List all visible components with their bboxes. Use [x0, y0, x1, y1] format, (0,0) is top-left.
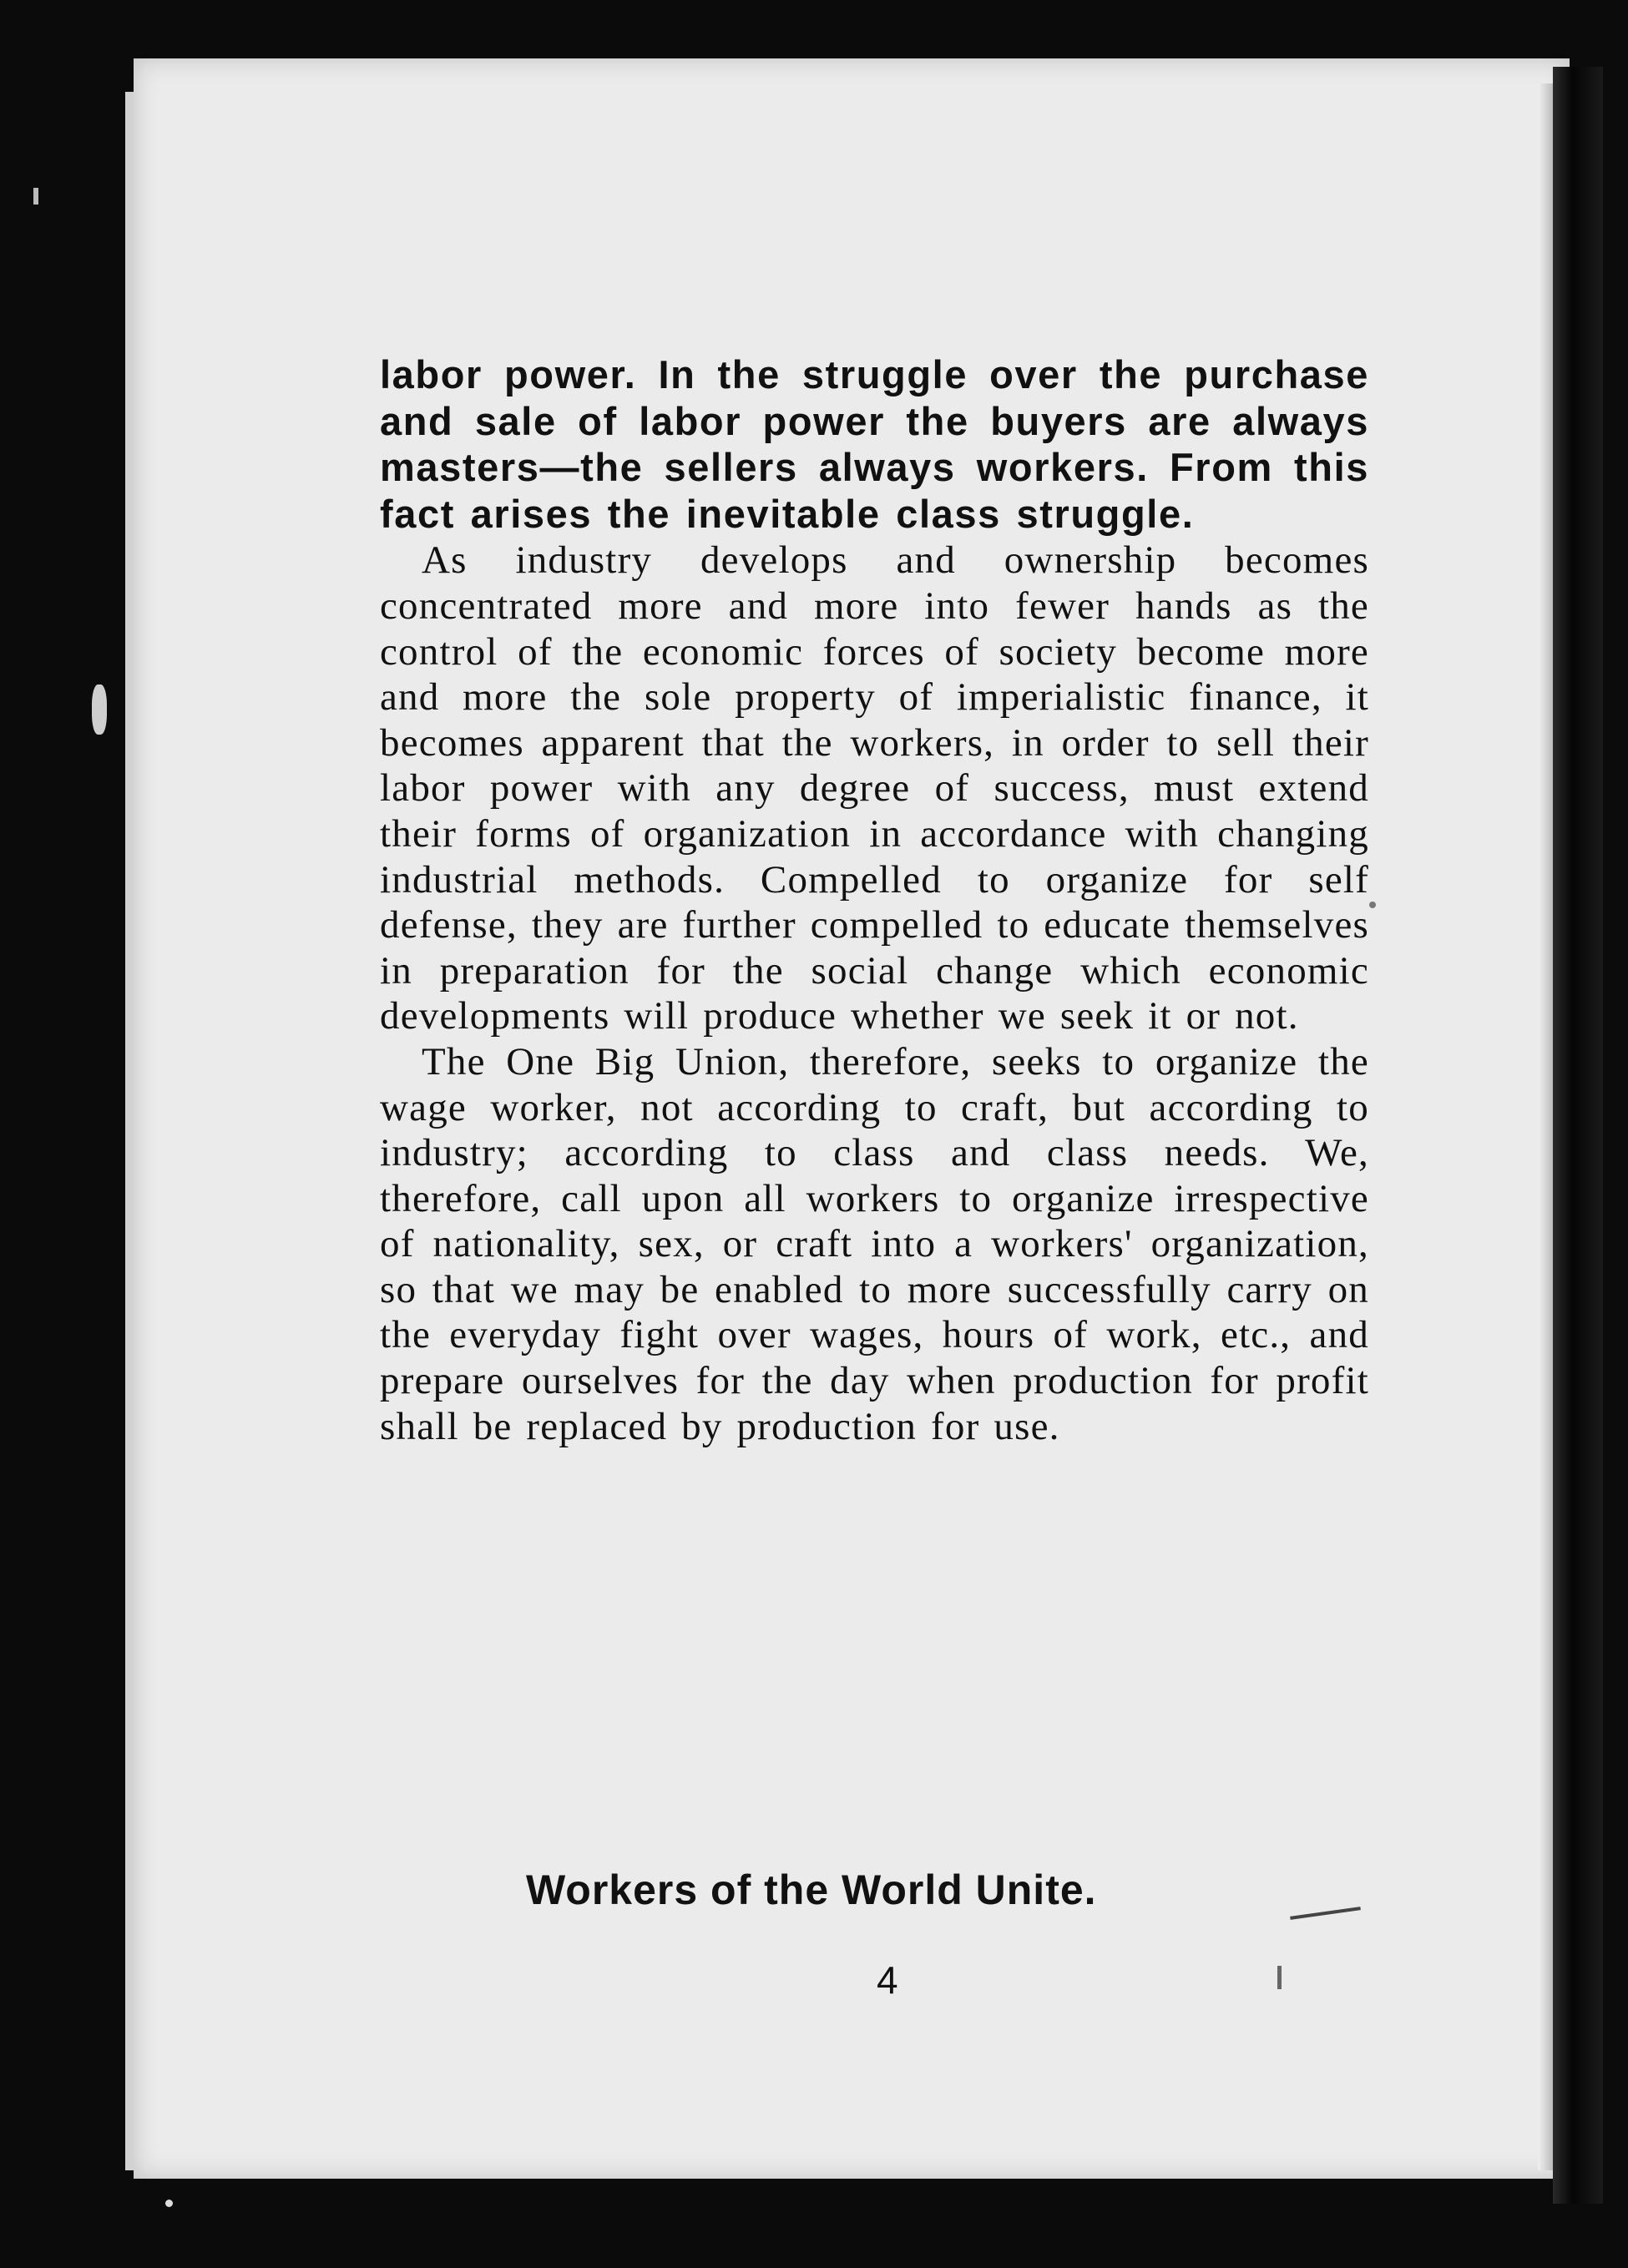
scan-mark	[165, 2200, 173, 2207]
paragraph-1	[380, 352, 1369, 538]
scan-mark	[1277, 1966, 1282, 1989]
page-number: 4	[877, 1958, 898, 2002]
scan-mark	[1369, 902, 1376, 908]
page-gutter	[1538, 83, 1553, 2170]
scan-mark	[33, 188, 38, 205]
scan-mark	[92, 684, 107, 735]
paragraph-3: The One Big Union, therefore, seeks to organize the wage worker, not according to craft, but according to industry; according to class and class needs. We, therefore, call upon all workers to organize irrespective of nationality, sex, or craft into a workers' organization, so that we may be enabled to more successfully carry on the everyday fight over wages, hours of work, etc., and prepare ourselves for the day when production for profit shall be replaced by production for use.	[380, 1039, 1369, 1448]
paragraph-2: As industry develops and ownership becomes concentrated more and more into fewer hands as the control of the economic forces of society become more and more the sole property of imperialistic finance, it becomes apparent that the workers, in order to sell their labor power with any degree of success, must extend their forms of organization in accordance with changing industrial methods. Compelled to organize for self defense, they are further compelled to educate themselves in preparation for the social change which economic developments will produce whether we seek it or not.	[380, 538, 1369, 1038]
document-body	[380, 352, 1369, 1449]
book-binding	[1553, 67, 1603, 2204]
closing-slogan: Workers of the World Unite.	[526, 1866, 1097, 1913]
paragraph-1-text: labor power. In the struggle over the purchase and sale of labor power the buyers are always masters—the sellers always workers. From this fact arises the inevitable class struggle.	[380, 352, 1369, 536]
